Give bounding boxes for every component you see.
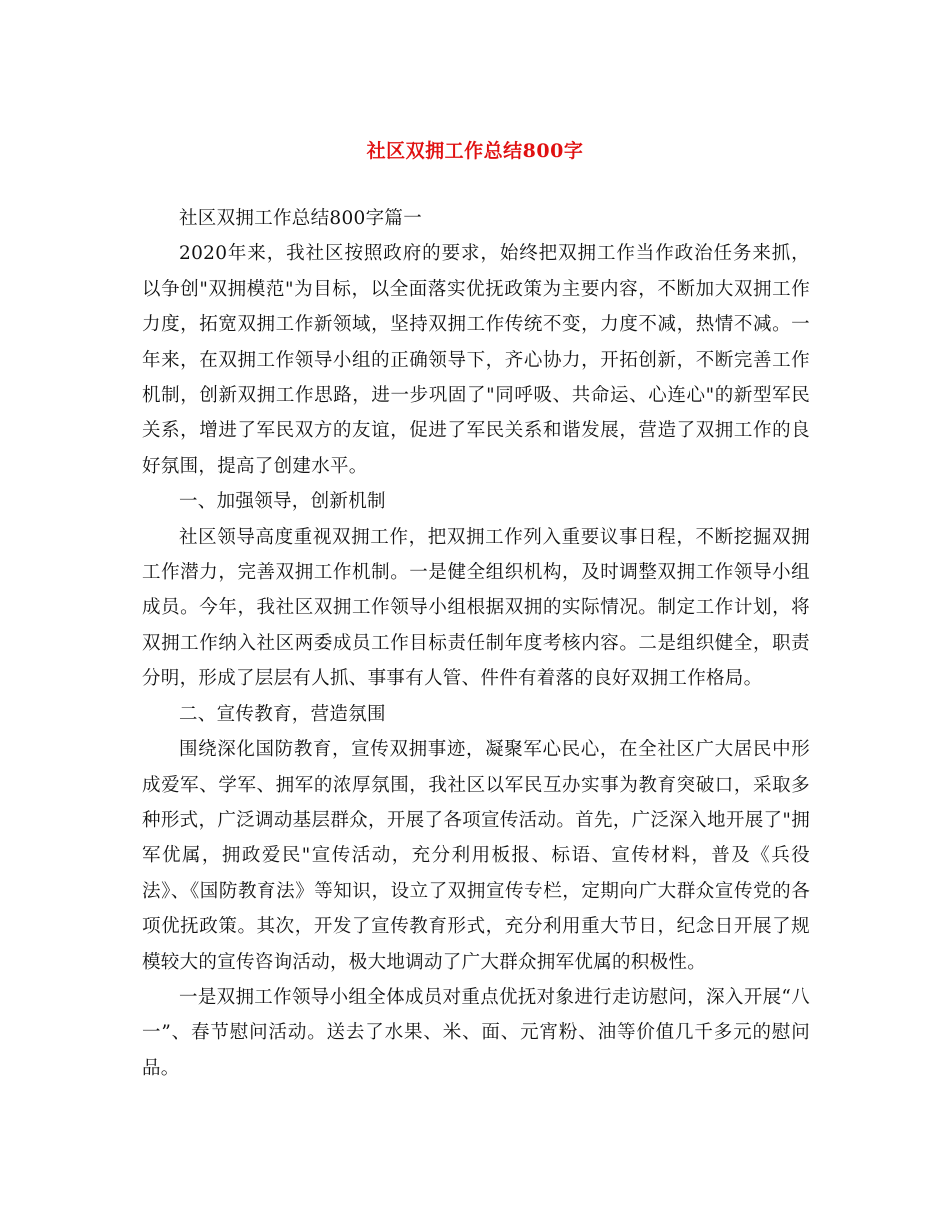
- section-heading: 二、宣传教育，营造氛围: [179, 703, 386, 725]
- body-paragraph: 社区领导高度重视双拥工作，把双拥工作列入重要议事日程，不断挖掘双拥工作潜力，完善双拥工作机制。一是健全组织机构，及时调整双拥工作领导小组成员。今年，我社区双拥工作领导小组根据双拥的实际情况。制定工作计划，将双拥工作纳入社区两委成员工作目标责任制年度考核内容。二是组织健全，职责分明，形成了层层有人抓、事事有人管、件件有着落的良好双拥工作格局。: [142, 526, 810, 690]
- section-heading: 社区双拥工作总结800字篇一: [179, 208, 423, 229]
- body-paragraph: 2020年来，我社区按照政府的要求，始终把双拥工作当作政治任务来抓，以争创"双拥模范"为目标，以全面落实优抚政策为主要内容，不断加大双拥工作力度，拓宽双拥工作新领域，坚持双拥工作传统不变，力度不减，热情不减。一年来，在双拥工作领导小组的正确领导下，齐心协力，开拓创新，不断完善工作机制，创新双拥工作思路，进一步巩固了"同呼吸、共命运、心连心"的新型军民关系，增进了军民双方的友谊，促进了军民关系和谐发展，营造了双拥工作的良好氛围，提高了创建水平。: [142, 243, 810, 477]
- body-paragraph: 围绕深化国防教育，宣传双拥事迹，凝聚军心民心，在全社区广大居民中形成爱军、学军、拥军的浓厚氛围，我社区以军民互办实事为教育突破口，采取多种形式，广泛调动基层群众，开展了各项宣传活动。首先，广泛深入地开展了"拥军优属，拥政爱民"宣传活动，充分利用板报、标语、宣传材料，普及《兵役法》、《国防教育法》等知识，设立了双拥宣传专栏，定期向广大群众宣传党的各项优抚政策。其次，开发了宣传教育形式，充分利用重大节日，纪念日开展了规模较大的宣传咨询活动，极大地调动了广大群众拥军优属的积极性。: [142, 739, 810, 973]
- section-heading: 一、加强领导，创新机制: [179, 491, 386, 513]
- document-title: 社区双拥工作总结800字: [366, 140, 584, 162]
- body-paragraph: 一是双拥工作领导小组全体成员对重点优抚对象进行走访慰问，深入开展“八一”、春节慰问活动。送去了水果、米、面、元宵粉、油等价值几千多元的慰问品。: [142, 986, 810, 1079]
- document-body: [142, 201, 810, 1086]
